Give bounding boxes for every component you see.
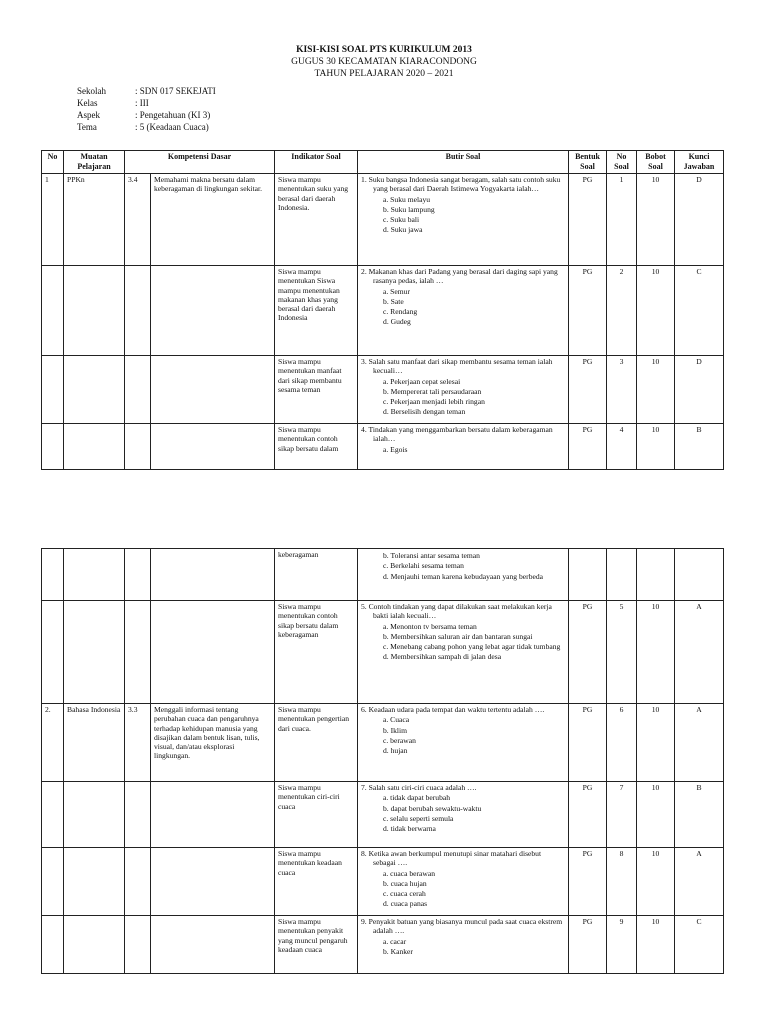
cell-kompetensi bbox=[151, 424, 275, 470]
answer-option: a. cacar bbox=[383, 936, 407, 946]
answer-option: b. Kanker bbox=[383, 946, 413, 956]
cell-kd-number bbox=[125, 782, 151, 848]
answer-options bbox=[361, 622, 565, 662]
answer-option: c. Menebang cabang pohon yang lebat agar tidak tumbang bbox=[383, 642, 561, 652]
cell-muatan bbox=[64, 549, 125, 601]
cell-butir-soal bbox=[358, 266, 569, 356]
info-row bbox=[77, 109, 216, 121]
cell-kd-number bbox=[125, 266, 151, 356]
cell-kunci-jawaban: A bbox=[675, 848, 724, 916]
cell-muatan bbox=[64, 356, 125, 424]
cell-no-soal: 5 bbox=[607, 601, 637, 704]
cell-indikator: Siswa mampu menentukan pengertian dari cuaca. bbox=[275, 704, 358, 782]
cell-no-soal: 2 bbox=[607, 266, 637, 356]
cell-kunci-jawaban: B bbox=[675, 782, 724, 848]
cell-no-soal: 3 bbox=[607, 356, 637, 424]
answer-option: d. Membersihkan sampah di jalan desa bbox=[383, 652, 502, 662]
table-row bbox=[42, 916, 724, 974]
answer-option: d. tidak berwarna bbox=[383, 824, 436, 834]
table-row bbox=[42, 424, 724, 470]
cell-butir-soal bbox=[358, 704, 569, 782]
cell-kd-number bbox=[125, 916, 151, 974]
answer-option: d. hujan bbox=[383, 746, 408, 756]
col-header-bentuk: Bentuk Soal bbox=[569, 151, 607, 174]
answer-options bbox=[361, 287, 565, 327]
answer-options bbox=[361, 195, 565, 235]
school-info bbox=[77, 85, 216, 133]
cell-butir-soal bbox=[358, 601, 569, 704]
cell-bobot-soal: 10 bbox=[637, 424, 675, 470]
answer-option: a. Suku melayu bbox=[383, 194, 431, 204]
cell-muatan bbox=[64, 916, 125, 974]
table-row bbox=[42, 601, 724, 704]
cell-indikator: Siswa mampu menentukan keadaan cuaca bbox=[275, 848, 358, 916]
cell-butir-soal bbox=[358, 848, 569, 916]
cell-indikator: Siswa mampu menentukan manfaat dari sikap membantu sesama teman bbox=[275, 356, 358, 424]
question-text: 2. Makanan khas dari Padang yang berasal dari daging sapi yang rasanya pedas, ialah … bbox=[361, 267, 558, 286]
cell-no bbox=[42, 549, 64, 601]
cell-bobot-soal: 10 bbox=[637, 266, 675, 356]
table-row bbox=[42, 848, 724, 916]
answer-option: d. Gudeg bbox=[383, 317, 411, 327]
table-row bbox=[42, 782, 724, 848]
info-value: : Pengetahuan (KI 3) bbox=[135, 110, 211, 120]
answer-options bbox=[361, 715, 565, 755]
cell-kompetensi bbox=[151, 848, 275, 916]
cell-kunci-jawaban: A bbox=[675, 704, 724, 782]
answer-option: d. cuaca panas bbox=[383, 899, 428, 909]
answer-option: a. Pekerjaan cepat selesai bbox=[383, 376, 461, 386]
cell-kd-number bbox=[125, 848, 151, 916]
cell-butir-soal bbox=[358, 356, 569, 424]
cell-muatan: PPKn bbox=[64, 174, 125, 266]
answer-options bbox=[361, 377, 565, 417]
cell-muatan bbox=[64, 266, 125, 356]
cell-kd-number bbox=[125, 549, 151, 601]
table-row bbox=[42, 174, 724, 266]
cell-bentuk-soal: PG bbox=[569, 916, 607, 974]
answer-option: c. Pekerjaan menjadi lebih ringan bbox=[383, 397, 485, 407]
answer-option: c. berawan bbox=[383, 735, 416, 745]
cell-muatan: Bahasa Indonesia bbox=[64, 704, 125, 782]
answer-option: c. selalu seperti semula bbox=[383, 813, 454, 823]
cell-muatan bbox=[64, 848, 125, 916]
info-label: Kelas bbox=[77, 98, 98, 108]
cell-kompetensi bbox=[151, 601, 275, 704]
cell-butir-soal bbox=[358, 174, 569, 266]
answer-option: b. Membersihkan saluran air dan bantaran sungai bbox=[383, 631, 533, 641]
kisi-kisi-table-2 bbox=[41, 548, 724, 974]
question-text: 6. Keadaan udara pada tempat dan waktu tertentu adalah …. bbox=[361, 705, 545, 714]
cell-muatan bbox=[64, 782, 125, 848]
question-text: 4. Tindakan yang menggambarkan bersatu dalam keberagaman ialah… bbox=[361, 425, 553, 444]
info-value: : 5 (Keadaan Cuaca) bbox=[135, 122, 209, 132]
question-text: 7. Salah satu ciri-ciri cuaca adalah …. bbox=[361, 783, 477, 792]
col-header-indikator: Indikator Soal bbox=[275, 151, 358, 174]
cell-no bbox=[42, 356, 64, 424]
answer-option: b. Sate bbox=[383, 296, 404, 306]
answer-option: b. dapat berubah sewaktu-waktu bbox=[383, 803, 482, 813]
cell-indikator: Siswa mampu menentukan Siswa mampu menentukan makanan khas yang berasal dari daerah Indonesia bbox=[275, 266, 358, 356]
cell-indikator: Siswa mampu menentukan contoh sikap bersatu dalam keberagaman bbox=[275, 601, 358, 704]
cell-kunci-jawaban: B bbox=[675, 424, 724, 470]
cell-indikator: keberagaman bbox=[275, 549, 358, 601]
cell-bobot-soal: 10 bbox=[637, 601, 675, 704]
cell-no: 2. bbox=[42, 704, 64, 782]
cell-bobot-soal: 10 bbox=[637, 916, 675, 974]
cell-kunci-jawaban: D bbox=[675, 356, 724, 424]
cell-kompetensi: Memahami makna bersatu dalam keberagaman di lingkungan sekitar. bbox=[151, 174, 275, 266]
answer-options bbox=[361, 551, 565, 581]
info-label: Aspek bbox=[77, 110, 100, 120]
cell-no-soal: 9 bbox=[607, 916, 637, 974]
cell-no-soal bbox=[607, 549, 637, 601]
info-label: Sekolah bbox=[77, 86, 106, 96]
document-header bbox=[0, 44, 768, 80]
document-title: KISI-KISI SOAL PTS KURIKULUM 2013 bbox=[296, 45, 472, 55]
cell-kd-number: 3.4 bbox=[125, 174, 151, 266]
cell-kunci-jawaban bbox=[675, 549, 724, 601]
answer-option: d. Menjauhi teman karena kebudayaan yang berbeda bbox=[383, 571, 544, 581]
col-header-butir: Butir Soal bbox=[358, 151, 569, 174]
document-subtitle-year: TAHUN PELAJARAN 2020 – 2021 bbox=[314, 69, 454, 79]
answer-option: b. Suku lampung bbox=[383, 204, 435, 214]
cell-bobot-soal: 10 bbox=[637, 704, 675, 782]
cell-butir-soal bbox=[358, 424, 569, 470]
cell-butir-soal bbox=[358, 549, 569, 601]
table-row bbox=[42, 356, 724, 424]
cell-kompetensi bbox=[151, 266, 275, 356]
cell-kd-number bbox=[125, 601, 151, 704]
col-header-nosoal: No Soal bbox=[607, 151, 637, 174]
cell-bentuk-soal: PG bbox=[569, 704, 607, 782]
cell-bobot-soal bbox=[637, 549, 675, 601]
cell-kompetensi: Menggali informasi tentang perubahan cuaca dan pengaruhnya terhadap kehidupan manusia yang disajikan dalam bentuk lisan, tulis, visual, dan/atau eksplorasi lingkungan. bbox=[151, 704, 275, 782]
cell-bentuk-soal: PG bbox=[569, 174, 607, 266]
cell-no-soal: 6 bbox=[607, 704, 637, 782]
col-header-kompetensi: Kompetensi Dasar bbox=[125, 151, 275, 174]
answer-option: b. Iklim bbox=[383, 725, 408, 735]
answer-option: d. Suku jawa bbox=[383, 225, 423, 235]
info-row bbox=[77, 121, 216, 133]
table-row bbox=[42, 704, 724, 782]
cell-bentuk-soal: PG bbox=[569, 848, 607, 916]
table-row bbox=[42, 549, 724, 601]
cell-no bbox=[42, 266, 64, 356]
answer-option: c. Suku bali bbox=[383, 215, 420, 225]
cell-kunci-jawaban: C bbox=[675, 916, 724, 974]
cell-no bbox=[42, 916, 64, 974]
answer-option: b. Mempererat tali persaudaraan bbox=[383, 386, 482, 396]
answer-option: a. Menonton tv bersama teman bbox=[383, 621, 477, 631]
cell-no bbox=[42, 424, 64, 470]
answer-option: a. Egois bbox=[383, 444, 408, 454]
answer-option: b. Toleransi antar sesama teman bbox=[383, 551, 480, 560]
cell-no-soal: 1 bbox=[607, 174, 637, 266]
cell-bobot-soal: 10 bbox=[637, 356, 675, 424]
cell-kompetensi bbox=[151, 916, 275, 974]
answer-options bbox=[361, 937, 565, 957]
info-label: Tema bbox=[77, 122, 97, 132]
cell-bobot-soal: 10 bbox=[637, 848, 675, 916]
kisi-kisi-table-1 bbox=[41, 150, 724, 470]
table-row bbox=[42, 266, 724, 356]
answer-option: c. cuaca cerah bbox=[383, 889, 426, 899]
col-header-no: No bbox=[42, 151, 64, 174]
col-header-bobot: Bobot Soal bbox=[637, 151, 675, 174]
cell-indikator: Siswa mampu menentukan ciri-ciri cuaca bbox=[275, 782, 358, 848]
cell-kompetensi bbox=[151, 356, 275, 424]
cell-muatan bbox=[64, 601, 125, 704]
question-text: 3. Salah satu manfaat dari sikap membantu sesama teman ialah kecuali… bbox=[361, 357, 553, 376]
question-text: 8. Ketika awan berkumpul menutupi sinar matahari disebut sebagai …. bbox=[361, 849, 542, 868]
question-text: 5. Contoh tindakan yang dapat dilakukan saat melakukan kerja bakti ialah kecuali… bbox=[361, 602, 552, 621]
cell-bentuk-soal: PG bbox=[569, 266, 607, 356]
cell-kompetensi bbox=[151, 549, 275, 601]
cell-bobot-soal: 10 bbox=[637, 174, 675, 266]
cell-no: 1 bbox=[42, 174, 64, 266]
cell-bentuk-soal bbox=[569, 549, 607, 601]
col-header-muatan: Muatan Pelajaran bbox=[64, 151, 125, 174]
cell-kunci-jawaban: C bbox=[675, 266, 724, 356]
cell-indikator: Siswa mampu menentukan suku yang berasal dari daerah Indonesia. bbox=[275, 174, 358, 266]
answer-options bbox=[361, 445, 565, 454]
cell-no bbox=[42, 601, 64, 704]
cell-kunci-jawaban: D bbox=[675, 174, 724, 266]
cell-butir-soal bbox=[358, 782, 569, 848]
cell-bentuk-soal: PG bbox=[569, 601, 607, 704]
cell-bobot-soal: 10 bbox=[637, 782, 675, 848]
col-header-kunci: Kunci Jawaban bbox=[675, 151, 724, 174]
cell-no bbox=[42, 848, 64, 916]
info-row bbox=[77, 85, 216, 97]
answer-option: c. Berkelahi sesama teman bbox=[383, 561, 464, 571]
answer-option: c. Rendang bbox=[383, 307, 418, 317]
cell-kd-number: 3.3 bbox=[125, 704, 151, 782]
answer-option: d. Berselisih dengan teman bbox=[383, 407, 466, 417]
answer-option: a. Cuaca bbox=[383, 715, 410, 725]
cell-kd-number bbox=[125, 424, 151, 470]
cell-kompetensi bbox=[151, 782, 275, 848]
cell-kd-number bbox=[125, 356, 151, 424]
answer-option: b. cuaca hujan bbox=[383, 878, 427, 888]
cell-no bbox=[42, 782, 64, 848]
info-value: : III bbox=[135, 98, 149, 108]
answer-option: a. Semur bbox=[383, 286, 411, 296]
info-value: : SDN 017 SEKEJATI bbox=[135, 86, 216, 96]
document-subtitle-gugus: GUGUS 30 KECAMATAN KIARACONDONG bbox=[291, 57, 477, 67]
cell-indikator: Siswa mampu menentukan penyakit yang muncul pengaruh keadaan cuaca bbox=[275, 916, 358, 974]
cell-bentuk-soal: PG bbox=[569, 424, 607, 470]
table-header-row bbox=[42, 151, 724, 174]
answer-option: a. cuaca berawan bbox=[383, 868, 436, 878]
cell-muatan bbox=[64, 424, 125, 470]
info-row bbox=[77, 97, 216, 109]
cell-bentuk-soal: PG bbox=[569, 356, 607, 424]
answer-options bbox=[361, 793, 565, 833]
cell-no-soal: 7 bbox=[607, 782, 637, 848]
cell-butir-soal bbox=[358, 916, 569, 974]
question-text: 9. Penyakit batuan yang biasanya muncul pada saat cuaca ekstrem adalah …. bbox=[361, 917, 563, 936]
cell-bentuk-soal: PG bbox=[569, 782, 607, 848]
question-text: 1. Suku bangsa Indonesia sangat beragam, salah satu contoh suku yang berasal dari Daerah Istimewa Yogyakarta ialah… bbox=[361, 175, 561, 194]
cell-no-soal: 4 bbox=[607, 424, 637, 470]
answer-options bbox=[361, 869, 565, 909]
answer-option: a. tidak dapat berubah bbox=[383, 793, 451, 803]
cell-kunci-jawaban: A bbox=[675, 601, 724, 704]
cell-indikator: Siswa mampu menentukan contoh sikap bersatu dalam bbox=[275, 424, 358, 470]
cell-no-soal: 8 bbox=[607, 848, 637, 916]
